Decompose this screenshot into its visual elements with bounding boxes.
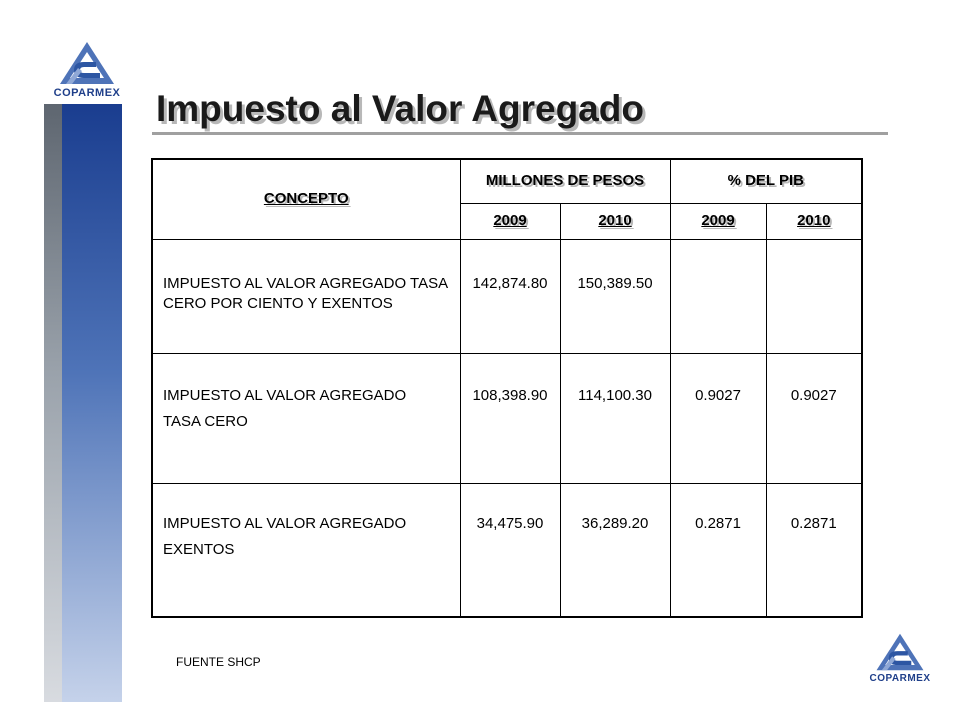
concept-text: IMPUESTO AL VALOR AGREGADO [163,514,407,532]
header-millones: MILLONES DE PESOS [460,159,670,203]
year-header: 2009 [670,203,766,239]
year-header: 2009 [460,203,560,239]
value-cell [766,239,862,353]
concept-cell [152,353,460,483]
table-row [152,353,862,483]
concept-header: CONCEPTO [152,159,460,239]
concept-subtext: EXENTOS [163,540,235,558]
value-cell: 0.2871 [670,483,766,617]
value-cell: 142,874.80 [460,239,560,353]
decorative-bar-grey [44,104,62,702]
year-header: 2010 [766,203,862,239]
source-footnote: FUENTE SHCP [176,655,261,669]
value-cell: 114,100.30 [560,353,670,483]
value-cell: 108,398.90 [460,353,560,483]
coparmex-logo-icon [44,40,130,86]
value-cell: 150,389.50 [560,239,670,353]
table-row [152,239,862,353]
value-cell: 0.2871 [766,483,862,617]
coparmex-logo-icon [862,632,938,672]
value-cell [670,239,766,353]
concept-text: IMPUESTO AL VALOR AGREGADO TASA CERO POR CIENTO Y EXENTOS [163,274,448,312]
value-cell: 36,289.20 [560,483,670,617]
concept-cell [152,483,460,617]
page-title: Impuesto al Valor Agregado [156,88,644,129]
data-table [151,158,863,618]
title-underline [152,132,888,135]
table-header-row [152,159,862,203]
concept-text: IMPUESTO AL VALOR AGREGADO [163,386,407,404]
coparmex-logo-bottom [862,632,938,684]
year-header: 2010 [560,203,670,239]
logo-text: COPARMEX [53,87,121,99]
value-cell: 0.9027 [766,353,862,483]
logo-text: COPARMEX [869,673,931,684]
header-pib: % DEL PIB [670,159,862,203]
decorative-bar-blue [62,104,122,702]
value-cell: 34,475.90 [460,483,560,617]
concept-cell [152,239,460,353]
table-row [152,483,862,617]
coparmex-logo-top [44,40,130,99]
value-cell: 0.9027 [670,353,766,483]
concept-subtext: TASA CERO [163,412,248,430]
